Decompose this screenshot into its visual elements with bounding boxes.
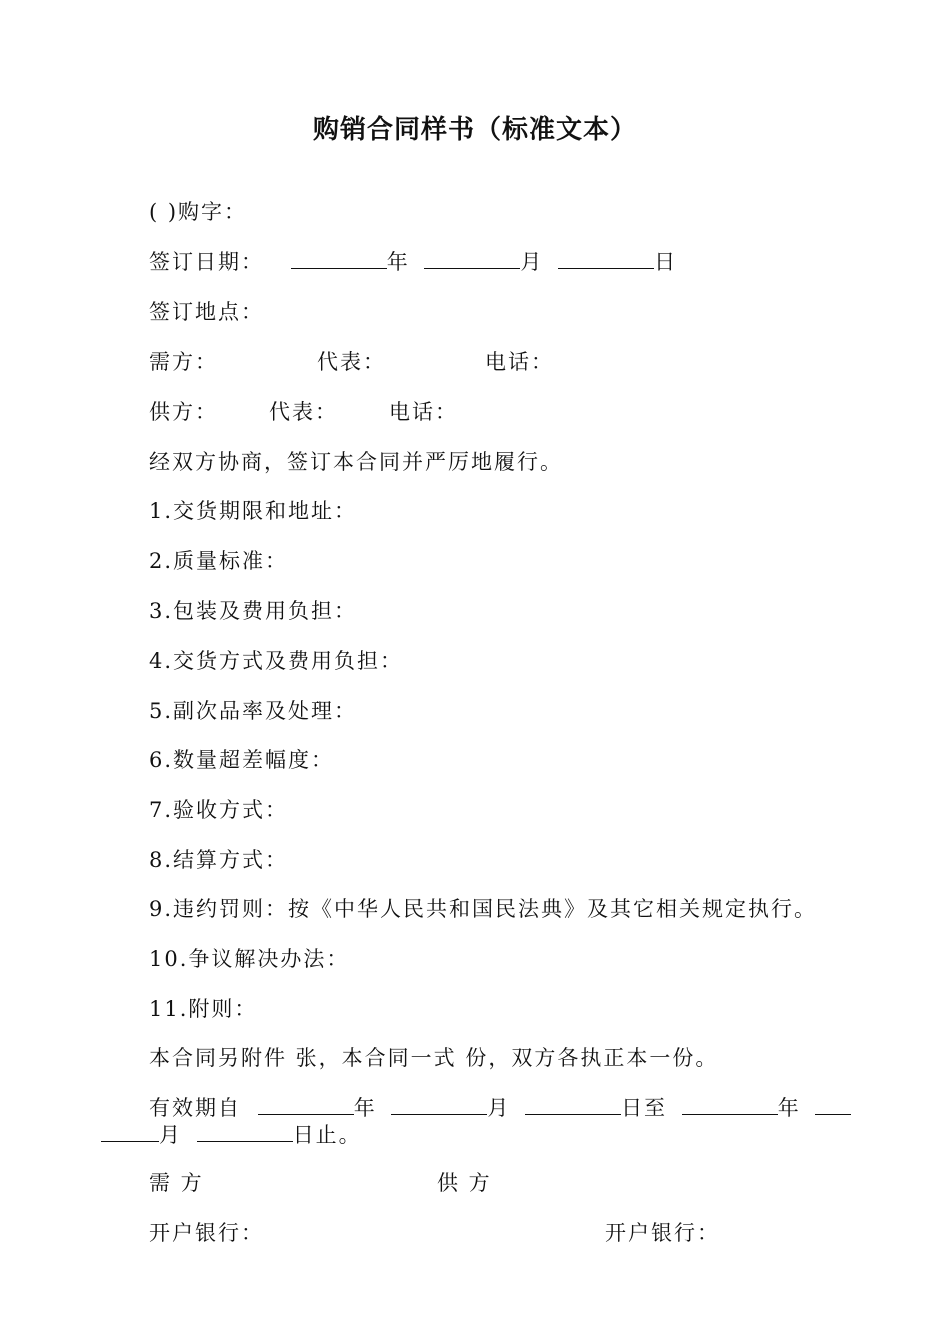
- validity-start-day-blank: [525, 1094, 621, 1115]
- validity-start-year: 年: [353, 1096, 377, 1120]
- validity-start-month-blank: [391, 1094, 487, 1115]
- page-title: 购销合同样书（标准文本）: [312, 115, 637, 145]
- buyer-rep-label: 代表：: [317, 350, 386, 374]
- clause-10: 10.争议解决办法：: [149, 947, 350, 971]
- seller-phone-label: 电话：: [389, 400, 458, 424]
- sign-month-label: 月: [520, 250, 544, 274]
- validity-end-month-blank-start: [815, 1094, 851, 1115]
- clause-3: 3.包装及费用负担：: [149, 599, 358, 623]
- validity-line-2: [101, 1120, 362, 1150]
- sign-date-line: [149, 247, 677, 277]
- validity-end-month: 月: [159, 1123, 182, 1147]
- signature-buyer: 需 方: [149, 1171, 204, 1195]
- validity-start-year-blank: [258, 1094, 354, 1115]
- validity-end-day-blank: [197, 1121, 293, 1142]
- clause-6: 6.数量超差幅度：: [149, 748, 335, 772]
- clause-7: 7.验收方式：: [149, 798, 289, 822]
- sign-year-label: 年: [386, 250, 410, 274]
- intro-text: 经双方协商，签订本合同并严厉地履行。: [149, 450, 563, 474]
- validity-start-month: 月: [487, 1096, 511, 1120]
- buyer-phone-label: 电话：: [485, 350, 554, 374]
- clause-8: 8.结算方式：: [149, 848, 289, 872]
- seller-rep-label: 代表：: [269, 400, 338, 424]
- sign-date-label: 签订日期：: [149, 250, 264, 274]
- attachment-text: 本合同另附件 张，本合同一式 份，双方各执正本一份。: [149, 1046, 719, 1070]
- validity-end-day: 日止。: [292, 1123, 362, 1147]
- signature-seller: 供 方: [437, 1171, 492, 1195]
- seller-party-label: 供方：: [149, 400, 218, 424]
- buyer-party-label: 需方：: [149, 350, 218, 374]
- clause-9: 9.违约罚则：按《中华人民共和国民法典》及其它相关规定执行。: [149, 897, 818, 921]
- validity-start-day: 日至: [621, 1096, 668, 1120]
- validity-end-year: 年: [777, 1096, 801, 1120]
- validity-prefix: 有效期自: [149, 1096, 241, 1120]
- clause-5: 5.副次品率及处理：: [149, 699, 358, 723]
- clause-4: 4.交货方式及费用负担：: [149, 649, 404, 673]
- buyer-bank-label: 开户银行：: [149, 1221, 264, 1245]
- sign-month-blank: [424, 248, 520, 269]
- validity-end-year-blank: [682, 1094, 778, 1115]
- validity-end-month-blank-end: [101, 1121, 159, 1142]
- sign-place-line: 签订地点：: [149, 300, 264, 324]
- seller-bank-label: 开户银行：: [605, 1221, 720, 1245]
- clause-1: 1.交货期限和地址：: [149, 499, 358, 523]
- clause-2: 2.质量标准：: [149, 549, 289, 573]
- sign-day-blank: [558, 248, 654, 269]
- clause-11: 11.附则：: [149, 997, 258, 1021]
- sign-day-label: 日: [654, 250, 678, 274]
- contract-number-line: ( )购字：: [149, 200, 248, 224]
- sign-year-blank: [291, 248, 387, 269]
- validity-line-1: [149, 1093, 851, 1123]
